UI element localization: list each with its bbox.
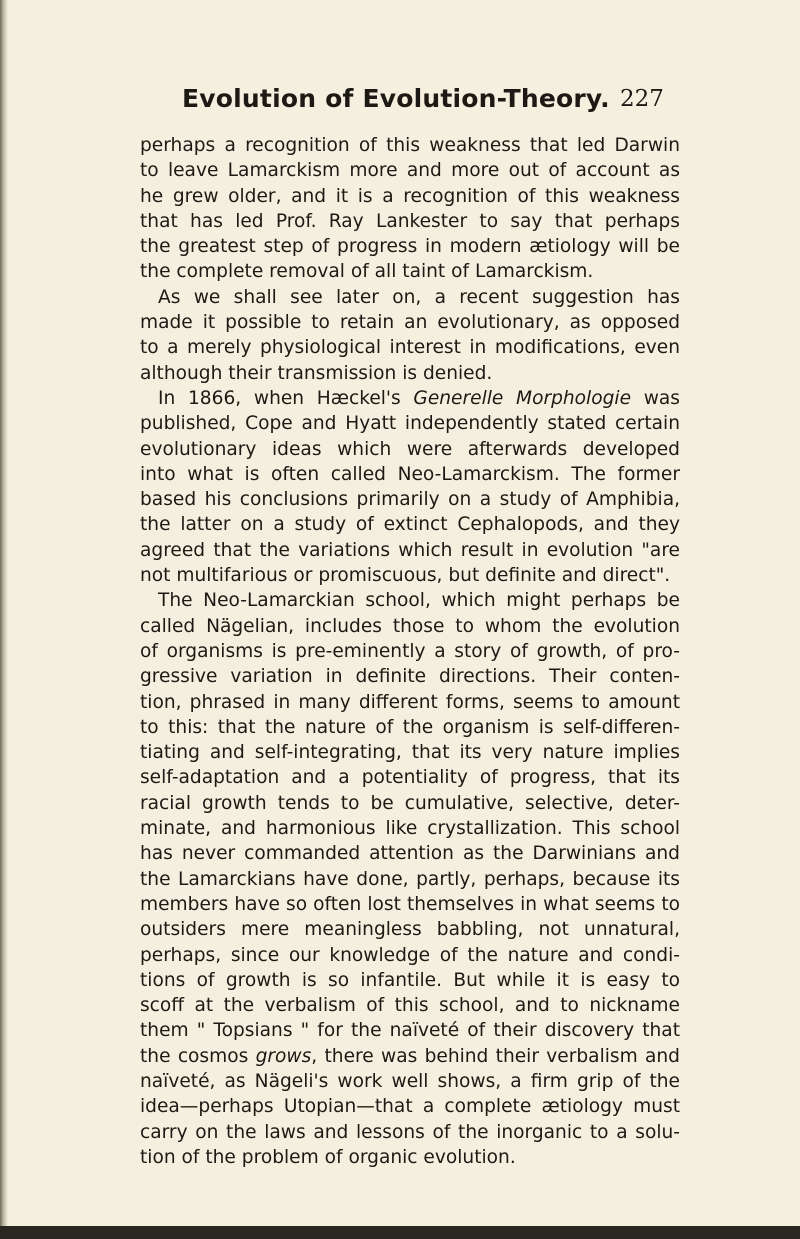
- text-line: to this: that the nature of the organism is self-differen-: [140, 716, 680, 738]
- text-line: has never commanded attention as the Darwinians and: [140, 843, 680, 865]
- text-line: into what is often called Neo-Lamarckism. The former: [140, 463, 680, 485]
- text-line: published, Cope and Hyatt independently stated certain: [140, 413, 680, 435]
- text-line: perhaps, since our knowledge of the nature and condi-: [140, 944, 680, 966]
- text-line: evolutionary ideas which were afterwards developed: [140, 438, 680, 460]
- page-gutter-shadow: [0, 0, 8, 1239]
- book-title-italic: Generelle Morphologie: [413, 387, 632, 409]
- page-header: [0, 84, 800, 124]
- text-line: gressive variation in definite directions. Their conten-: [140, 666, 680, 688]
- text-run: In 1866, when Hæckel's: [158, 387, 414, 409]
- text-run: the cosmos: [140, 1045, 256, 1067]
- text-line: agreed that the variations which result in evolution "are: [140, 539, 680, 561]
- page-bottom-edge: [0, 1226, 800, 1239]
- text-line: not multifarious or promiscuous, but definite and direct".: [140, 565, 671, 587]
- text-line: tions of growth is so infantile. But while it is easy to: [140, 969, 680, 991]
- text-line: self-adaptation and a potentiality of progress, that its: [140, 767, 680, 789]
- text-line: scoff at the verbalism of this school, and to nickname: [140, 995, 680, 1017]
- text-line: the latter on a study of extinct Cephalopods, and they: [140, 514, 680, 536]
- body-text: [140, 133, 680, 1170]
- text-line: outsiders mere meaningless babbling, not unnatural,: [140, 919, 680, 941]
- text-line: them " Topsians " for the naïveté of their discovery that: [140, 1020, 680, 1042]
- text-line: although their transmission is denied.: [140, 362, 493, 384]
- text-line: called Nägelian, includes those to whom the evolution: [140, 615, 680, 637]
- text-line: idea—perhaps Utopian—that a complete ætiology must: [140, 1096, 680, 1118]
- text-line: tion, phrased in many different forms, seems to amount: [140, 691, 680, 713]
- text-line: to a merely physiological interest in modifications, even: [140, 337, 680, 359]
- text-line: tion of the problem of organic evolution.: [140, 1146, 516, 1168]
- text-line: the Lamarckians have done, partly, perhaps, because its: [140, 868, 680, 890]
- text-line: members have so often lost themselves in what seems to: [140, 893, 680, 915]
- text-run: was: [643, 387, 680, 409]
- text-line: [140, 386, 680, 411]
- page-number: 227: [620, 86, 664, 112]
- text-line: that has led Prof. Ray Lankester to say that perhaps: [140, 210, 680, 232]
- text-line: carry on the laws and lessons of the inorganic to a solu-: [140, 1121, 680, 1143]
- text-line: racial growth tends to be cumulative, selective, deter-: [140, 792, 680, 814]
- text-line: perhaps a recognition of this weakness that led Darwin: [140, 135, 680, 156]
- text-line: the greatest step of progress in modern ætiology will be: [140, 236, 680, 258]
- text-line: tiating and self-integrating, that its very nature implies: [140, 742, 680, 764]
- text-line: made it possible to retain an evolutionary, as opposed: [140, 312, 680, 334]
- text-line: [140, 1044, 680, 1069]
- text-line: As we shall see later on, a recent suggestion has: [158, 286, 680, 308]
- text-line: to leave Lamarckism more and more out of account as: [140, 160, 680, 182]
- text-line: minate, and harmonious like crystallization. This school: [140, 818, 680, 840]
- text-line: based his conclusions primarily on a study of Amphibia,: [140, 489, 680, 511]
- text-line: naïveté, as Nägeli's work well shows, a firm grip of the: [140, 1070, 680, 1092]
- text-line: The Neo-Lamarckian school, which might perhaps be: [158, 590, 680, 612]
- text-line: the complete removal of all taint of Lamarckism.: [140, 261, 594, 283]
- running-head: Evolution of Evolution-Theory.: [182, 84, 610, 113]
- text-line: he grew older, and it is a recognition of this weakness: [140, 185, 680, 207]
- text-run: , there was behind their verbalism and: [311, 1045, 680, 1067]
- text-line: of organisms is pre-eminently a story of growth, of pro-: [140, 640, 680, 662]
- emphasis-italic: grows: [255, 1045, 312, 1067]
